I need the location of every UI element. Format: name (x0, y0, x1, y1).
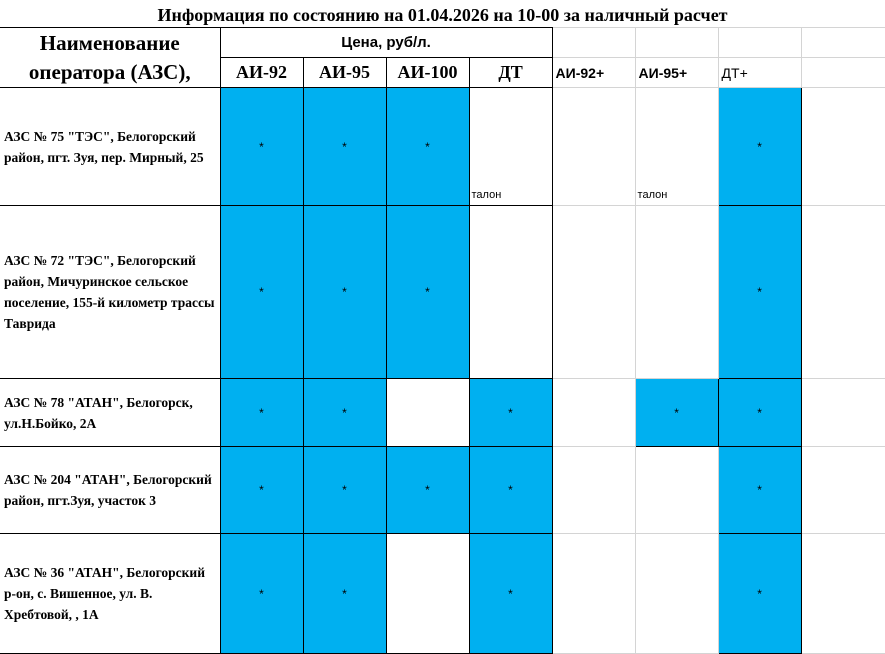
availability-mark: * (342, 285, 347, 299)
station-name: АЗС № 72 "ТЭС", Белогорский район, Мичуринское сельское поселение, 155-й километр трассы Таврида (0, 206, 220, 379)
fuel-cell (552, 447, 635, 534)
empty-header-cell (718, 28, 801, 58)
availability-mark: * (508, 586, 513, 601)
fuel-cell (718, 206, 801, 379)
fuel-cell (718, 534, 801, 654)
price-header: Цена, руб/л. (220, 28, 552, 58)
fuel-cell (386, 447, 469, 534)
fuel-cell (635, 88, 718, 206)
fuel-cell (469, 88, 552, 206)
empty-header-cell (801, 58, 885, 88)
empty-header-cell (635, 28, 718, 58)
fuel-cell (469, 534, 552, 654)
sheet-title: Информация по состоянию на 01.04.2026 на 10-00 за наличный расчет (157, 5, 728, 25)
empty-cell (801, 447, 885, 534)
coupon-note: талон (471, 188, 502, 201)
station-name: АЗС № 75 "ТЭС", Белогорский район, пгт. Зуя, пер. Мирный, 25 (0, 88, 220, 206)
fuel-cell (303, 206, 386, 379)
fuel-cell (552, 88, 635, 206)
table-row (0, 534, 885, 654)
availability-mark: * (508, 483, 513, 497)
fuel-cell (303, 447, 386, 534)
availability-mark: * (259, 483, 264, 497)
fuel-cell (552, 379, 635, 447)
fuel-cell (303, 379, 386, 447)
fuel-cell (386, 88, 469, 206)
fuel-cell (718, 88, 801, 206)
fuel-header-ai100: АИ-100 (386, 58, 469, 88)
fuel-cell (635, 534, 718, 654)
table-row (0, 88, 885, 206)
fuel-header-dt-plus: ДТ+ (718, 58, 801, 88)
fuel-table (0, 27, 885, 654)
availability-mark: * (342, 586, 347, 601)
coupon-note: талон (637, 188, 668, 201)
availability-mark: * (342, 483, 347, 497)
fuel-cell (220, 88, 303, 206)
availability-mark: * (342, 405, 347, 420)
fuel-cell (220, 534, 303, 654)
fuel-header-ai95: АИ-95 (303, 58, 386, 88)
fuel-cell (635, 206, 718, 379)
fuel-cell (635, 447, 718, 534)
availability-mark: * (342, 139, 347, 154)
availability-mark: * (674, 405, 679, 420)
availability-mark: * (508, 405, 513, 420)
availability-mark: * (259, 586, 264, 601)
fuel-cell (220, 447, 303, 534)
table-row (0, 379, 885, 447)
availability-mark: * (259, 285, 264, 299)
fuel-cell (386, 379, 469, 447)
fuel-header-dt: ДТ (469, 58, 552, 88)
availability-mark: * (757, 285, 762, 299)
empty-header-cell (552, 28, 635, 58)
fuel-cell (469, 447, 552, 534)
fuel-cell (220, 206, 303, 379)
station-name: АЗС № 36 "АТАН", Белогорский р-он, с. Вишенное, ул. В. Хребтовой, , 1А (0, 534, 220, 654)
availability-mark: * (757, 405, 762, 420)
fuel-cell (469, 206, 552, 379)
availability-mark: * (757, 586, 762, 601)
availability-mark: * (425, 139, 430, 154)
empty-cell (801, 534, 885, 654)
fuel-header-ai92-plus: АИ-92+ (552, 58, 635, 88)
fuel-cell (303, 534, 386, 654)
fuel-cell (220, 379, 303, 447)
fuel-cell (469, 379, 552, 447)
empty-cell (801, 88, 885, 206)
fuel-cell (718, 447, 801, 534)
fuel-cell (552, 534, 635, 654)
availability-mark: * (757, 483, 762, 497)
availability-mark: * (757, 139, 762, 154)
fuel-cell (303, 88, 386, 206)
table-row (0, 206, 885, 379)
fuel-header-ai92: АИ-92 (220, 58, 303, 88)
availability-mark: * (425, 285, 430, 299)
fuel-cell (552, 206, 635, 379)
empty-cell (801, 379, 885, 447)
fuel-header-ai95-plus: АИ-95+ (635, 58, 718, 88)
operator-header: Наименование оператора (АЗС), (0, 28, 220, 88)
fuel-cell (386, 206, 469, 379)
table-row (0, 447, 885, 534)
empty-cell (801, 206, 885, 379)
fuel-cell (718, 379, 801, 447)
station-name: АЗС № 78 "АТАН", Белогорск, ул.Н.Бойко, 2А (0, 379, 220, 447)
availability-mark: * (259, 405, 264, 420)
empty-header-cell (801, 28, 885, 58)
station-name: АЗС № 204 "АТАН", Белогорский район, пгт.Зуя, участок 3 (0, 447, 220, 534)
availability-mark: * (259, 139, 264, 154)
availability-mark: * (425, 483, 430, 497)
fuel-cell (386, 534, 469, 654)
fuel-cell (635, 379, 718, 447)
